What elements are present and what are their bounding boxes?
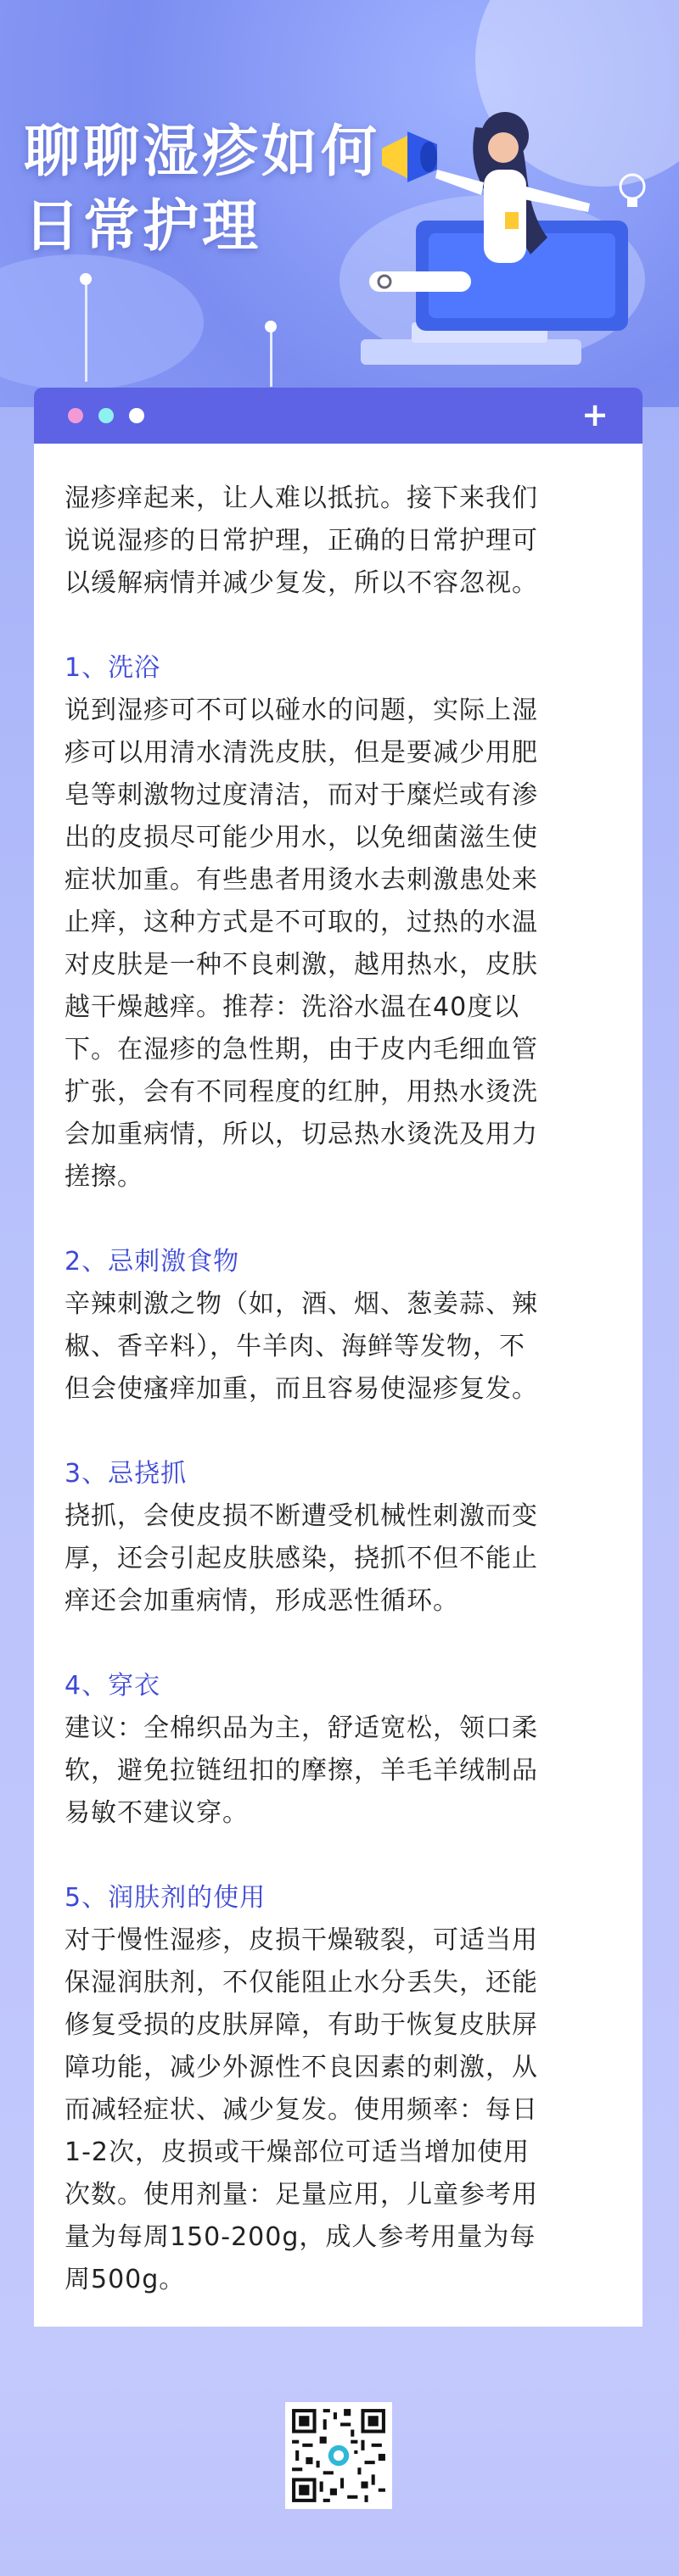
cyan-dot-icon bbox=[98, 408, 114, 423]
page-title-line2: 日常护理 bbox=[24, 193, 261, 259]
section-body: 辛辣刺激之物（如，酒、烟、葱姜蒜、辣 椒、香辛料），牛羊肉、海鲜等发物，不 但会使瘙痒加重，而且容易使湿疹复发。 bbox=[65, 1289, 538, 1404]
pink-dot-icon bbox=[68, 408, 83, 423]
section-body: 建议：全棉织品为主，舒适宽松，领口柔 软，避免拉链纽扣的摩擦，羊毛羊绒制品 易敏不建议穿。 bbox=[65, 1713, 538, 1828]
section-food bbox=[65, 1241, 612, 1411]
page-title-line1: 聊聊湿疹如何 bbox=[24, 119, 380, 184]
section-title: 1、洗浴 bbox=[65, 653, 161, 683]
card-header-bar bbox=[34, 388, 643, 444]
section-clothing bbox=[65, 1665, 612, 1835]
page-title bbox=[24, 115, 465, 264]
hero-banner bbox=[0, 0, 679, 407]
decor-post bbox=[85, 280, 87, 382]
section-bathing bbox=[65, 647, 612, 1199]
qr-code-graphic bbox=[289, 2406, 389, 2506]
section-moisturizer bbox=[65, 1877, 612, 2301]
plus-icon[interactable]: + bbox=[581, 396, 609, 433]
section-title: 5、润肤剂的使用 bbox=[65, 1883, 267, 1913]
white-dot-icon bbox=[129, 408, 144, 423]
decor-post-light bbox=[80, 273, 92, 285]
decor-post-light bbox=[265, 321, 277, 332]
article-card bbox=[34, 444, 643, 2327]
section-title: 4、穿衣 bbox=[65, 1671, 161, 1701]
section-title: 2、忌刺激食物 bbox=[65, 1247, 240, 1277]
section-scratching bbox=[65, 1453, 612, 1623]
qr-code-icon[interactable] bbox=[285, 2402, 392, 2509]
section-body: 说到湿疹可不可以碰水的问题，实际上湿 疹可以用清水清洗皮肤，但是要减少用肥 皂等刺激物过度清洁，而对于糜烂或有渗 出的皮损尽可能少用水，以免细菌滋生使 症状加重。有些患者用烫水去刺激患处来 止痒，这种方式是不可取的，过热的水温 对皮肤是一种不良刺激，越用热水，皮肤 越干燥越痒。推荐：洗浴水温在40度以 下。在湿疹的急性期，由于皮内毛细血管 扩张，会有不同程度的红肿，用热水烫洗 会加重病情，所以，切忌热水烫洗及用力 搓擦。 bbox=[65, 696, 538, 1192]
section-body: 挠抓，会使皮损不断遭受机械性刺激而变 厚，还会引起皮肤感染，挠抓不但不能止 痒还会加重病情，形成恶性循环。 bbox=[65, 1501, 538, 1616]
section-body: 对于慢性湿疹，皮损干燥皲裂，可适当用 保湿润肤剂，不仅能阻止水分丢失，还能 修复受损的皮肤屏障，有助于恢复皮肤屏 障功能，减少外源性不良因素的刺激，从 而减轻症状、减少复发。使用频率：每日 1-2次，皮损或干燥部位可适当增加使用 次数。使用剂量：足量应用，儿童参考用 量为每周150-200g，成人参考用量为每 周500g。 bbox=[65, 1925, 538, 2294]
intro-paragraph: 湿疹痒起来，让人难以抵抗。接下来我们 说说湿疹的日常护理，正确的日常护理可 以缓解病情并减少复发，所以不容忽视。 bbox=[65, 483, 538, 598]
decor-blob bbox=[0, 254, 204, 390]
decor-post bbox=[270, 327, 272, 387]
section-title: 3、忌挠抓 bbox=[65, 1459, 188, 1489]
